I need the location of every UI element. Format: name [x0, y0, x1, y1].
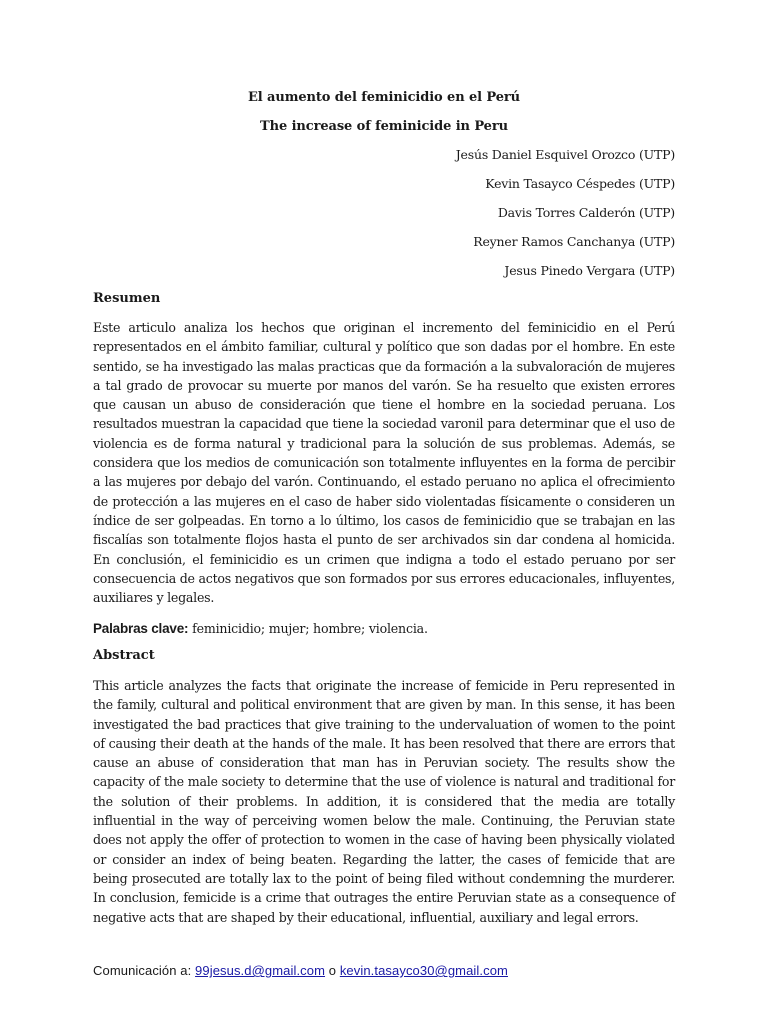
resumen-body: Este articulo analiza los hechos que originan el incremento del feminicidio en el Perú representados en el ámbito familiar, cultural y político que son dadas por el hombre. En este sentido, se ha investigado las malas practicas que da formación a la subvaloración de mujeres a tal grado de provocar su muerte por manos del varón. Se ha resuelto que existen errores que causan un abuso de consideración que tiene el hombre en la sociedad peruana. Los resultados muestran la capacidad que tiene la sociedad varonil para determinar que el uso de violencia es de forma natural y tradicional para la solución de sus problemas. Además, se considera que los medios de comunicación son totalmente influyentes en la forma de percibir a las mujeres por debajo del varón. Continuando, el estado peruano no aplica el ofrecimiento de protección a las mujeres en el caso de haber sido violentadas físicamente o consideren un índice de ser golpeadas. En torno a lo último, los casos de feminicidio que se trabajan en las fiscalías son totalmente flojos hasta el punto de ser archivados sin dar condena al homicida. En conclusión, el feminicidio es un crimen que indigna a todo el estado peruano por ser consecuencia de actos negativos que son formados por sus errores educacionales, influyentes, auxiliares y legales. [93, 320, 675, 606]
author-2: Kevin Tasayco Céspedes (UTP) [485, 176, 675, 191]
author-1: Jesús Daniel Esquivel Orozco (UTP) [455, 147, 675, 162]
author-4: Reyner Ramos Canchanya (UTP) [473, 234, 675, 249]
keywords-line [93, 619, 675, 638]
resumen-heading: Resumen [93, 291, 161, 306]
contact-separator: o [328, 963, 337, 978]
author-3: Davis Torres Calderón (UTP) [497, 205, 675, 220]
contact-footer [93, 963, 675, 978]
contact-label: Comunicación a: [93, 963, 192, 978]
keywords-text: feminicidio; mujer; hombre; violencia. [192, 621, 428, 636]
author-list [93, 147, 675, 292]
abstract-heading: Abstract [93, 648, 155, 663]
keywords-label: Palabras clave: [93, 621, 189, 636]
title-spanish: El aumento del feminicidio en el Perú [247, 90, 521, 105]
email-link-1[interactable]: 99jesus.d@gmail.com [195, 963, 326, 978]
abstract-body: This article analyzes the facts that originate the increase of femicide in Peru represented in the family, cultural and political environment that are given by man. In this sense, it has been investigated the bad practices that give training to the undervaluation of women to the point of causing their death at the hands of the male. It has been resolved that there are errors that cause an abuse of consideration that man has in Peruvian society. The results show the capacity of the male society to determine that the use of violence is natural and traditional for the solution of their problems. In addition, it is considered that the media are totally influential in the way of perceiving women below the male. Continuing, the Peruvian state does not apply the offer of protection to women in the case of having been physically violated or consider an index of being beaten. Regarding the latter, the cases of femicide that are being prosecuted are totally lax to the point of being filed without condemning the murderer. In conclusion, femicide is a crime that outrages the entire Peruvian state as a consequence of negative acts that are shaped by their educational, influential, auxiliary and legal errors. [93, 678, 675, 925]
email-link-2[interactable]: kevin.tasayco30@gmail.com [339, 963, 508, 978]
title-english: The increase of feminicide in Peru [260, 119, 508, 134]
author-5: Jesus Pinedo Vergara (UTP) [504, 263, 675, 278]
